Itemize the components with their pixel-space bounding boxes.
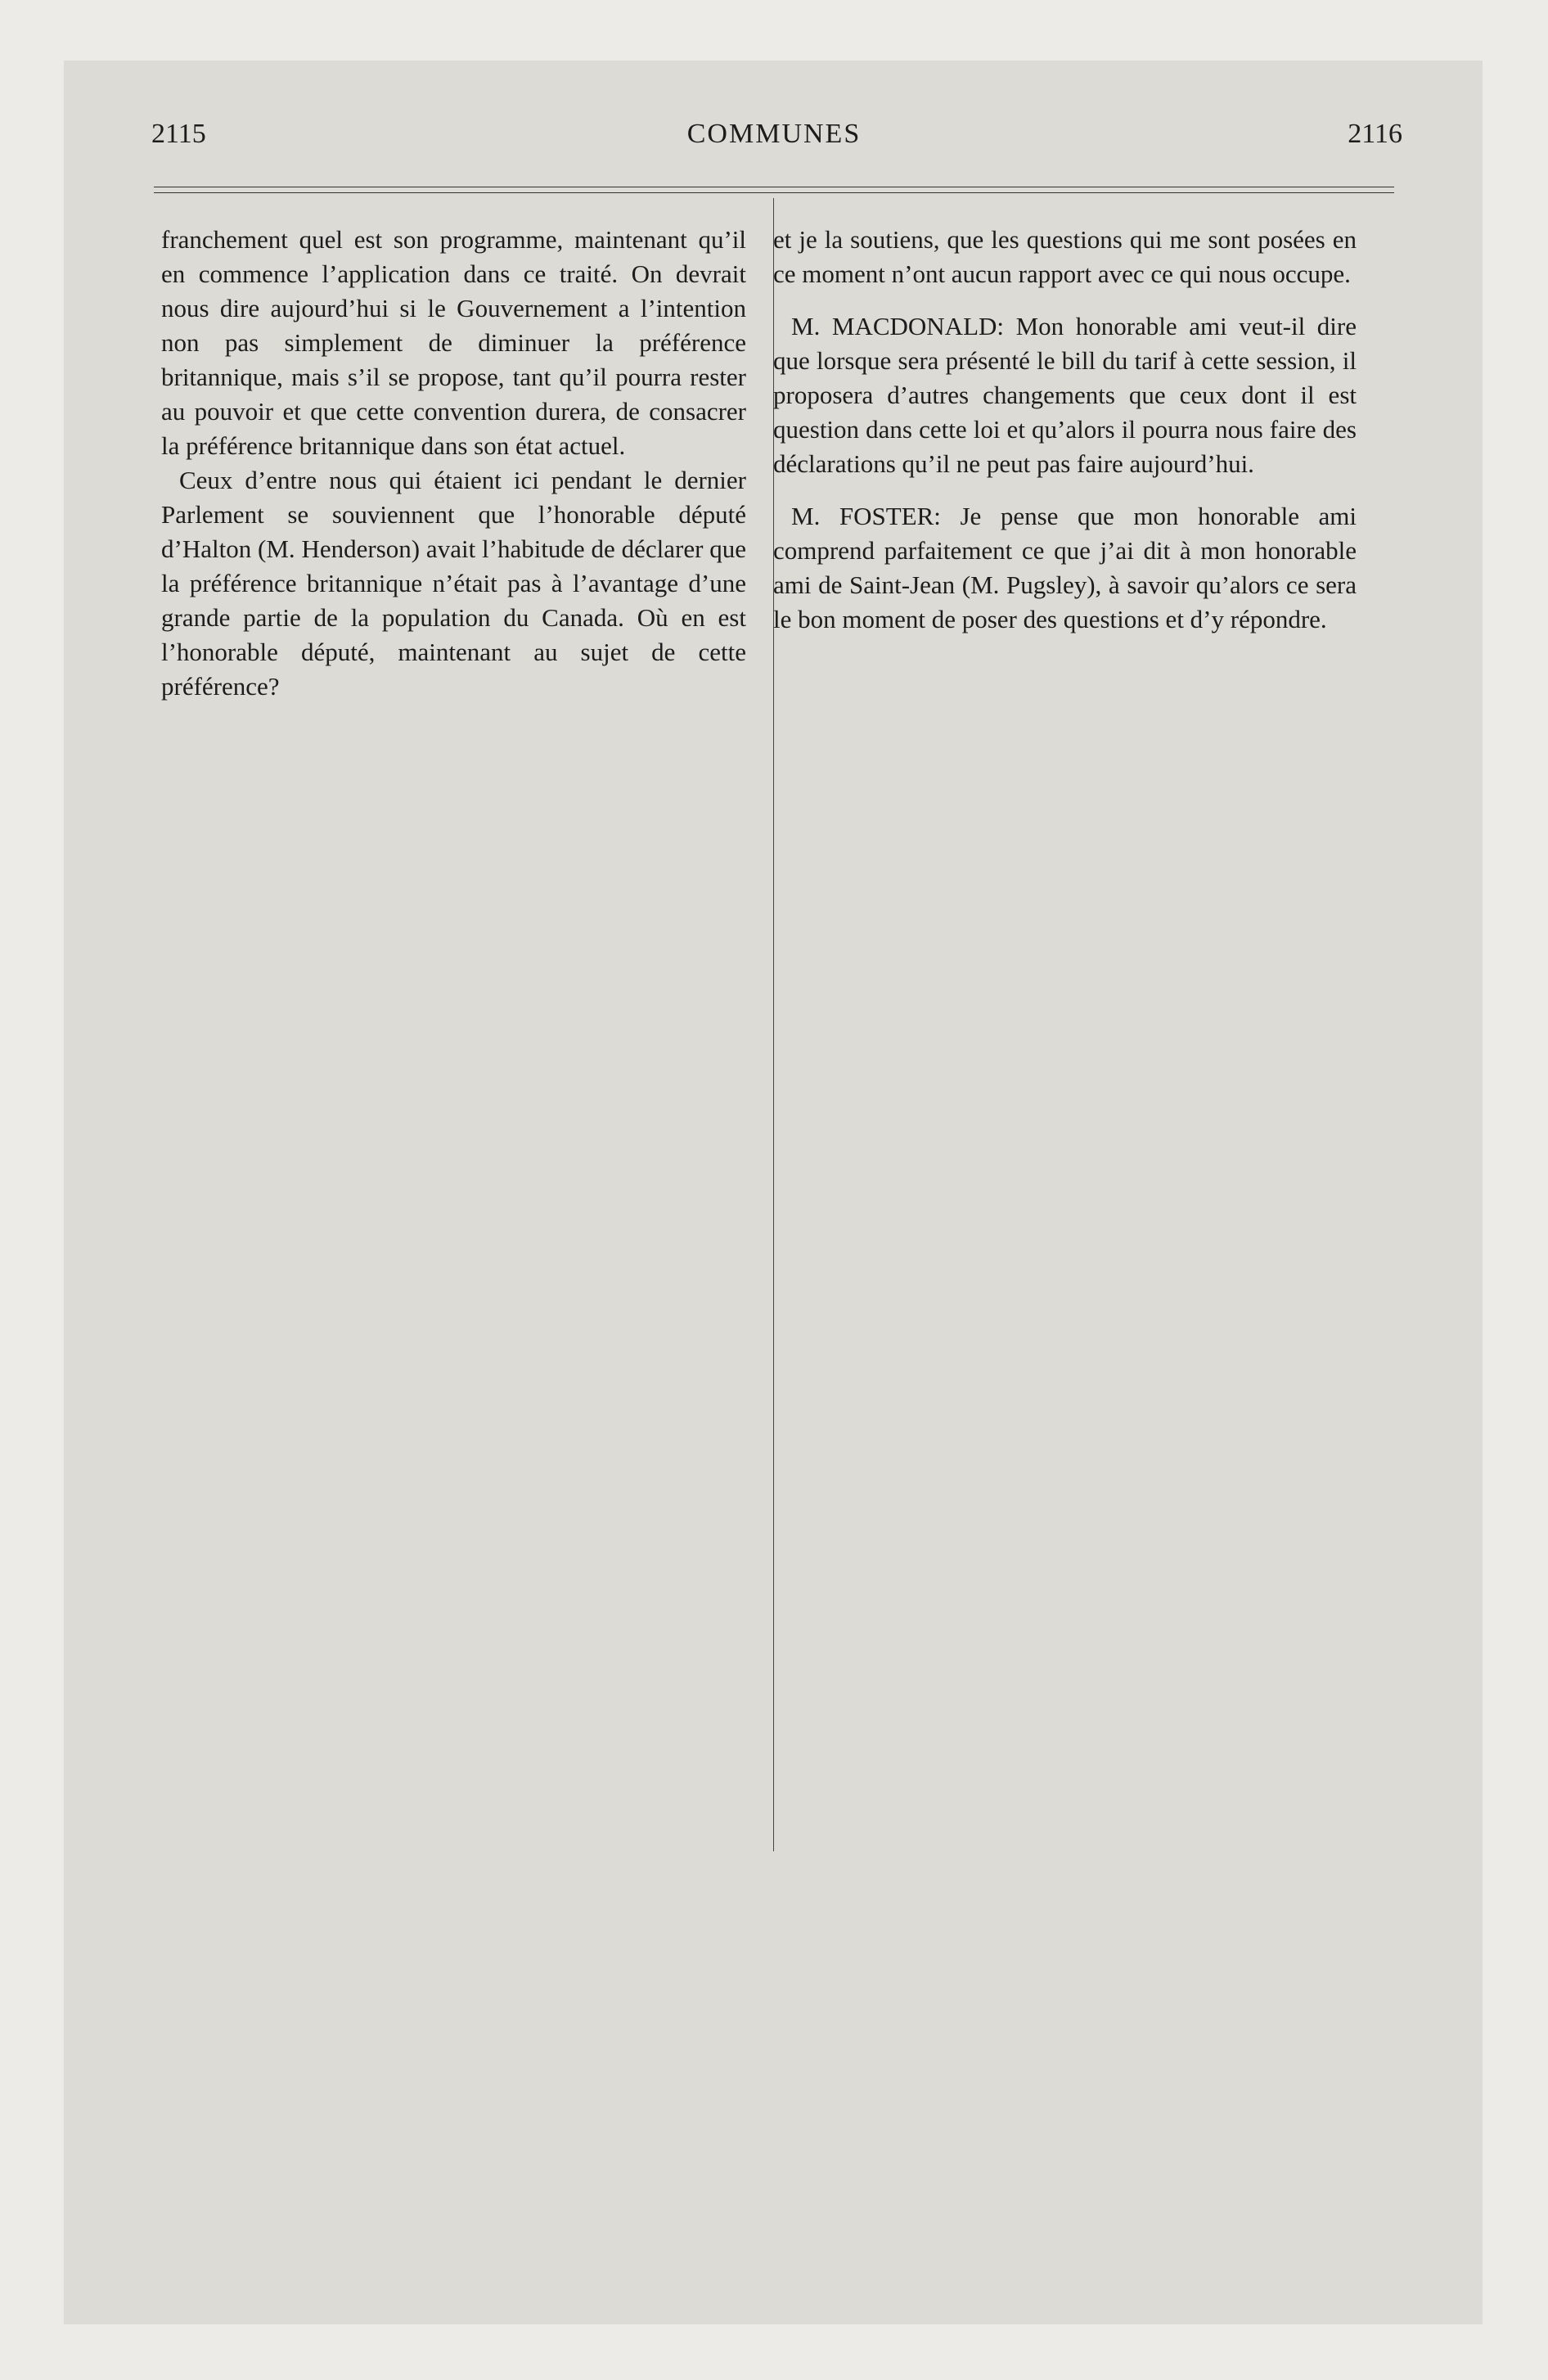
right-paragraph: M. MACDONALD: Mon honorable ami veut-il dire que lorsque sera présenté le bill du tarif à cette session, il proposera d’autres changements que ceux dont il est question dans cette loi et qu’alors il pourra nous faire des déclarations qu’il ne peut pas faire aujourd’hui. <box>773 312 1357 478</box>
right-page-number: 2116 <box>1348 119 1402 149</box>
right-paragraph: et je la soutiens, que les questions qui me sont posées en ce moment n’ont aucun rapport avec ce qui nous occupe. <box>773 225 1357 288</box>
right-column <box>773 223 1357 637</box>
left-page-number: 2115 <box>151 119 206 149</box>
left-paragraph: franchement quel est son programme, maintenant qu’il en commence l’application dans ce traité. On devrait nous dire aujourd’hui si le Gouvernement a l’intention non pas simplement de diminuer la préférence britannique, mais s’il se propose, tant qu’il pourra rester au pouvoir et que cette convention durera, de consacrer la préférence britannique dans son état actuel. <box>161 225 746 460</box>
running-title: COMMUNES <box>686 119 862 149</box>
header-rule-bottom <box>154 192 1394 193</box>
left-paragraph: Ceux d’entre nous qui étaient ici pendant le dernier Parlement se souviennent que l’honorable député d’Halton (M. Henderson) avait l’habitude de déclarer que la préférence britannique n’était pas à l’avantage d’une grande partie de la population du Canada. Où en est l’honorable député, maintenant au sujet de cette préférence? <box>161 466 746 701</box>
right-paragraph: M. FOSTER: Je pense que mon honorable ami comprend parfaitement ce que j’ai dit à mon honorable ami de Saint-Jean (M. Pugsley), à savoir qu’alors ce sera le bon moment de poser des questions et d’y répondre. <box>773 502 1357 633</box>
left-column <box>161 223 746 704</box>
